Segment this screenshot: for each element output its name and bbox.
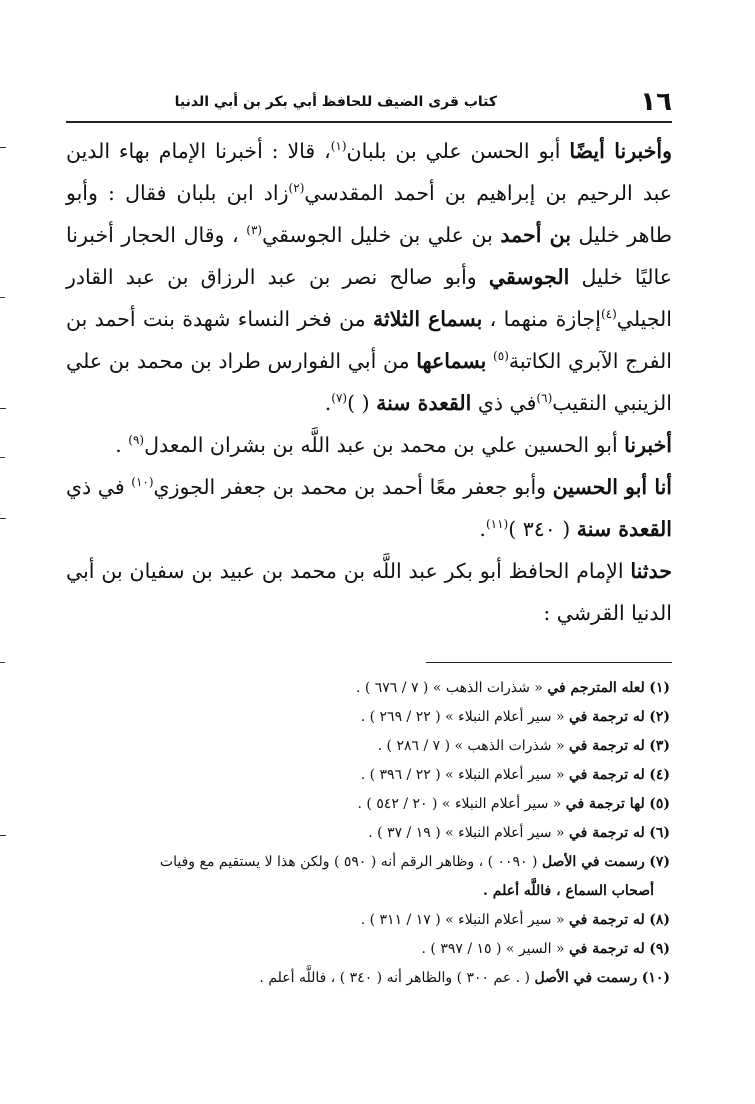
footnote-ref: (٩) xyxy=(128,433,145,448)
footnote-text: ( . عم ٣٠٠ ) والظاهر أنه ( ٣٤٠ ) ، فاللَّه أعلم . xyxy=(259,970,535,986)
bold-keyword: أخبرنا xyxy=(624,433,672,457)
footnote-lead: رسمت في الأصل xyxy=(534,970,638,986)
footnote-ref: (٧) xyxy=(331,391,348,406)
footnote-continuation xyxy=(66,877,672,906)
bold-keyword: القعدة سنة xyxy=(376,391,472,415)
paragraph-isnad-1 xyxy=(66,130,672,424)
footnote-lead: له ترجمة في xyxy=(569,738,645,754)
footnote-number: (٢) xyxy=(649,709,670,725)
running-title: كتاب قرى الضيف للحافظ أبي بكر بن أبي الدنيا xyxy=(174,94,497,110)
footnote-number: (٨) xyxy=(649,912,670,928)
margin-mark xyxy=(0,408,6,409)
footnote-item xyxy=(66,732,672,761)
footnote-number: (٥) xyxy=(649,796,670,812)
text-run: زاد ابن بلبان فقال : وأبو طاهر خليل xyxy=(66,181,672,247)
footnote-lead: لها ترجمة في xyxy=(565,796,645,812)
margin-mark xyxy=(0,297,5,298)
footnote-text: « سير أعلام النبلاء » ( ٢٠ / ٥٤٢ ) . xyxy=(357,796,566,812)
footnote-ref: (١) xyxy=(330,139,347,154)
footnote-number: (٤) xyxy=(649,767,670,783)
footnote-text: « سير أعلام النبلاء » ( ١٧ / ٣١١ ) . xyxy=(360,912,569,928)
bold-keyword: بسماع الثلاثة xyxy=(373,307,483,331)
text-run: . xyxy=(115,433,129,457)
footnote-lead: له ترجمة في xyxy=(569,912,645,928)
footnote-lead: له ترجمة في xyxy=(569,767,645,783)
bold-keyword: الجوسقي xyxy=(488,265,570,289)
text-run: ( ٣٤٠ ) xyxy=(508,517,577,541)
footnote-item xyxy=(66,761,672,790)
footnote-text: ( ٠٠٩٠ ) ، وظاهر الرقم أنه ( ٥٩٠ ) ولكن هذا لا يستقيم مع وفيات xyxy=(159,854,542,870)
footnote-lead: له ترجمة في xyxy=(569,709,645,725)
text-run: وأبو صالح نصر بن عبد الرزاق بن عبد القادر الجيلي xyxy=(66,265,672,331)
page-header xyxy=(66,86,672,122)
body-text xyxy=(66,130,672,634)
margin-mark xyxy=(0,457,5,458)
footnote-item xyxy=(66,935,672,964)
bold-keyword: بن أحمد xyxy=(500,223,571,247)
footnote-lead: له ترجمة في xyxy=(569,825,645,841)
margin-mark xyxy=(0,147,6,148)
text-run: ، وقال الحجار أخبرنا عاليًا خليل xyxy=(66,223,672,289)
footnote-lead: له ترجمة في xyxy=(569,941,645,957)
text-run: ، قالا : أخبرنا الإمام بهاء الدين عبد الرحيم بن إبراهيم بن أحمد المقدسي xyxy=(66,139,673,205)
footnote-number: (٦) xyxy=(649,825,670,841)
text-run: بن علي بن خليل الجوسقي xyxy=(262,223,501,247)
footnotes xyxy=(66,674,672,993)
footnote-item xyxy=(66,819,672,848)
footnote-item xyxy=(66,674,672,703)
text-run: . xyxy=(479,517,486,541)
footnote-item xyxy=(66,906,672,935)
text-run: أبو الحسن علي بن بلبان xyxy=(346,139,570,163)
bold-keyword: وأخبرنا أيضًا xyxy=(569,139,672,163)
footnote-text: « شذرات الذهب » ( ٧ / ٢٨٦ ) . xyxy=(377,738,569,754)
text-run: إجازة منهما ، xyxy=(482,307,601,331)
footnote-number: (٩) xyxy=(649,941,670,957)
bold-keyword: القعدة سنة xyxy=(576,517,672,541)
text-run: في ذي xyxy=(66,475,132,499)
text-run: من أبي الفوارس طراد بن محمد بن علي الزينبي النقيب xyxy=(66,349,672,415)
text-run: ( ) xyxy=(347,391,377,415)
footnote-item xyxy=(66,964,672,993)
footnote-continuation-text: أصحاب السماع ، فاللَّه أعلم . xyxy=(483,883,654,899)
text-run: الإمام الحافظ أبو بكر عبد اللَّه بن محمد بن عبيد بن سفيان بن أبي الدنيا القرشي : xyxy=(66,559,672,625)
bold-keyword: أنا أبو الحسين xyxy=(552,475,673,499)
footnote-ref: (٣) xyxy=(246,223,263,238)
footnote-text: « سير أعلام النبلاء » ( ٢٢ / ٢٦٩ ) . xyxy=(360,709,569,725)
footnote-number: (١٠) xyxy=(641,970,670,986)
paragraph-isnad-3 xyxy=(66,466,672,550)
footnote-ref: (١١) xyxy=(485,517,509,532)
footnote-lead: رسمت في الأصل xyxy=(541,854,645,870)
text-run: أبو الحسين علي بن محمد بن عبد اللَّه بن بشران المعدل xyxy=(144,433,625,457)
paragraph-isnad-4 xyxy=(66,550,672,634)
footnote-number: (٧) xyxy=(649,854,670,870)
footnote-item xyxy=(66,790,672,819)
header-rule xyxy=(66,121,672,123)
text-run: في ذي xyxy=(471,391,537,415)
footnote-text: « سير أعلام النبلاء » ( ٢٢ / ٣٩٦ ) . xyxy=(360,767,569,783)
footnote-text: « السير » ( ١٥ / ٣٩٧ ) . xyxy=(421,941,569,957)
bold-keyword: حدثنا xyxy=(630,559,672,583)
margin-mark xyxy=(0,518,6,519)
footnote-separator xyxy=(426,662,672,663)
text-run: من فخر النساء شهدة بنت أحمد بن الفرج الآبري الكاتبة xyxy=(66,307,672,373)
footnote-ref: (١٠) xyxy=(131,475,154,490)
footnote-number: (٣) xyxy=(649,738,670,754)
footnote-text: « سير أعلام النبلاء » ( ١٩ / ٣٧ ) . xyxy=(368,825,569,841)
footnote-item xyxy=(66,703,672,732)
footnote-text: « شذرات الذهب » ( ٧ / ٦٧٦ ) . xyxy=(355,680,548,696)
bold-keyword: بسماعها xyxy=(416,349,487,373)
page-number: ١٦ xyxy=(640,87,672,117)
margin-mark xyxy=(0,662,5,663)
text-run: وأبو جعفر معًا أحمد بن محمد بن جعفر الجوزي xyxy=(153,475,553,499)
footnote-ref: (٤) xyxy=(600,307,617,322)
footnote-ref: (٢) xyxy=(288,181,305,196)
text-run: . xyxy=(324,391,332,415)
footnote-ref: (٥) xyxy=(493,349,509,364)
margin-mark xyxy=(0,835,6,836)
footnote-item xyxy=(66,848,672,877)
footnote-lead: لعله المترجم في xyxy=(547,680,645,696)
footnote-number: (١) xyxy=(649,680,670,696)
footnote-ref: (٦) xyxy=(536,391,553,406)
paragraph-isnad-2 xyxy=(66,424,672,466)
